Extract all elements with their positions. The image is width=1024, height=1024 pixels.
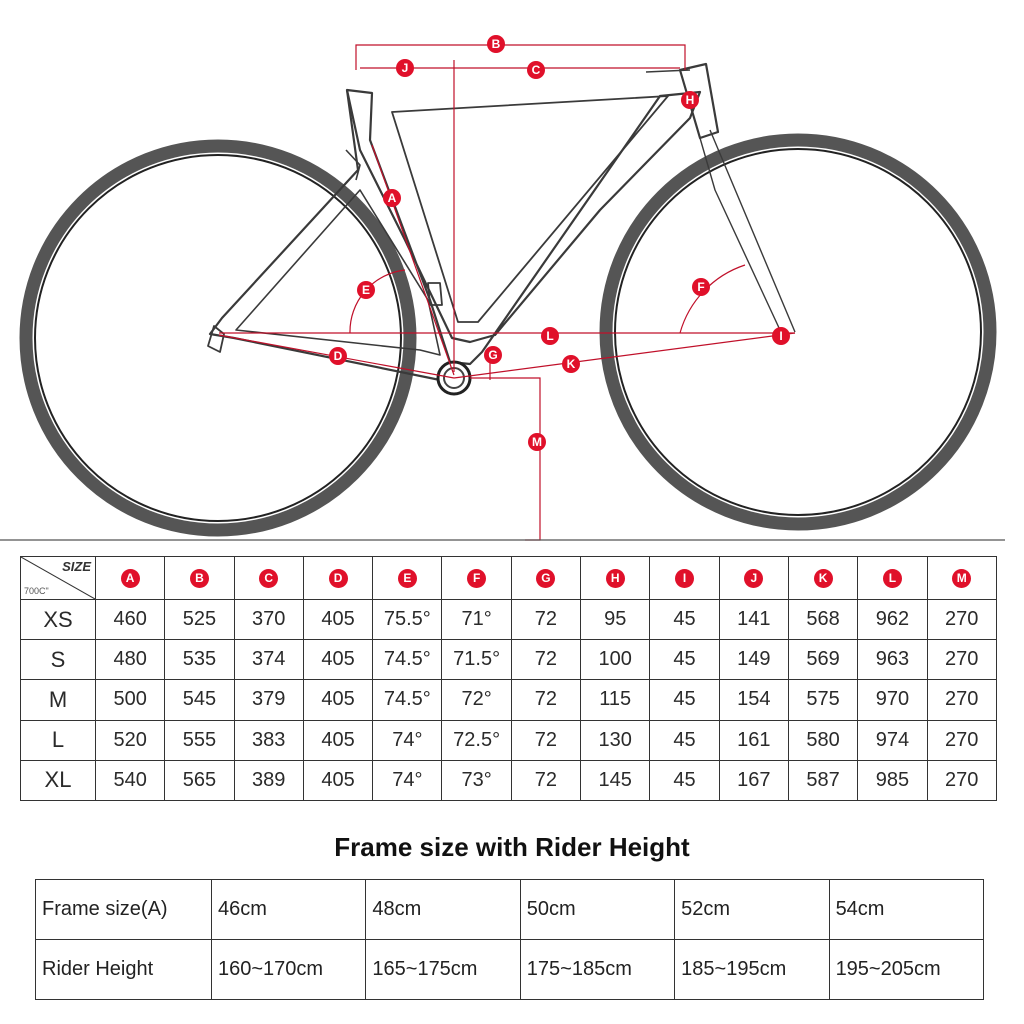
measurement-cell: 72 (511, 720, 580, 760)
measurement-cell: 72 (511, 600, 580, 640)
label-m (528, 433, 546, 451)
measurement-cell: 145 (581, 760, 650, 800)
col-badge-k: K (814, 569, 833, 588)
geometry-row-s (21, 640, 997, 680)
measurement-cell: 587 (788, 760, 857, 800)
geometry-table-body (21, 600, 997, 801)
size-label: L (21, 720, 96, 760)
measurement-cell: 154 (719, 680, 788, 720)
rider-height-title: Frame size with Rider Height (334, 832, 690, 862)
measurement-cell: 545 (165, 680, 234, 720)
measurement-cell: 970 (858, 680, 927, 720)
col-badge-g: G (536, 569, 555, 588)
measurement-cell: 460 (96, 600, 165, 640)
col-badge-j: J (744, 569, 763, 588)
measurement-cell: 480 (96, 640, 165, 680)
label-c (527, 61, 545, 79)
col-header-c (234, 557, 303, 600)
svg-text:E: E (361, 283, 371, 297)
rider-height-value: 175~185cm (520, 940, 674, 1000)
measurement-cell: 72.5° (442, 720, 511, 760)
col-header-g (511, 557, 580, 600)
measurement-cell: 270 (927, 640, 996, 680)
svg-text:B: B (491, 37, 501, 51)
measurement-cell: 580 (788, 720, 857, 760)
label-h (681, 91, 699, 109)
svg-text:D: D (333, 349, 343, 363)
measurement-cell: 565 (165, 760, 234, 800)
measurement-cell: 95 (581, 600, 650, 640)
rider-height-value: 165~175cm (366, 940, 520, 1000)
measurement-cell: 72 (511, 760, 580, 800)
measurement-cell: 149 (719, 640, 788, 680)
measurement-cell: 405 (303, 760, 372, 800)
rider-height-value: 185~195cm (675, 940, 829, 1000)
svg-text:J: J (401, 61, 409, 75)
col-header-l (858, 557, 927, 600)
measurement-cell: 71° (442, 600, 511, 640)
label-e (357, 281, 375, 299)
measurement-cell: 74° (373, 720, 442, 760)
measurement-cell: 962 (858, 600, 927, 640)
front-wheel (606, 140, 990, 524)
frame-size-value: 54cm (829, 880, 983, 940)
col-badge-h: H (606, 569, 625, 588)
measurement-cell: 555 (165, 720, 234, 760)
svg-text:C: C (531, 63, 541, 77)
measurement-cell: 73° (442, 760, 511, 800)
frame-size-value: 48cm (366, 880, 520, 940)
label-l (541, 327, 559, 345)
measurement-cell: 72 (511, 680, 580, 720)
col-header-i (650, 557, 719, 600)
measurement-cell: 974 (858, 720, 927, 760)
measurement-cell: 568 (788, 600, 857, 640)
measurement-cell: 167 (719, 760, 788, 800)
col-badge-f: F (467, 569, 486, 588)
measurement-cell: 520 (96, 720, 165, 760)
measurement-cell: 75.5° (373, 600, 442, 640)
frame-size-value: 50cm (520, 880, 674, 940)
measurement-cell: 370 (234, 600, 303, 640)
measurement-cell: 500 (96, 680, 165, 720)
measurement-cell: 72 (511, 640, 580, 680)
measurement-cell: 575 (788, 680, 857, 720)
label-j (396, 59, 414, 77)
rider-height-table (35, 879, 984, 1000)
svg-text:G: G (488, 348, 498, 362)
measurement-cell: 405 (303, 680, 372, 720)
measurement-cell: 270 (927, 760, 996, 800)
svg-text:F: F (697, 280, 705, 294)
size-label: XL (21, 760, 96, 800)
label-g (484, 346, 502, 364)
measurement-cell: 535 (165, 640, 234, 680)
geometry-row-l (21, 720, 997, 760)
label-b (487, 35, 505, 53)
label-f (692, 278, 710, 296)
measurement-cell: 374 (234, 640, 303, 680)
col-header-f (442, 557, 511, 600)
col-badge-c: C (259, 569, 278, 588)
size-label: M (21, 680, 96, 720)
label-k (562, 355, 580, 373)
measurement-cell: 45 (650, 600, 719, 640)
measurement-cell: 569 (788, 640, 857, 680)
rider-height-value: 195~205cm (829, 940, 983, 1000)
measurement-cell: 115 (581, 680, 650, 720)
measurement-cell: 270 (927, 680, 996, 720)
geometry-row-xs (21, 600, 997, 640)
measurement-cell: 379 (234, 680, 303, 720)
measurement-cell: 963 (858, 640, 927, 680)
col-header-h (581, 557, 650, 600)
col-badge-a: A (121, 569, 140, 588)
measurement-cell: 405 (303, 600, 372, 640)
size-corner-label: SIZE (62, 559, 91, 574)
col-header-k (788, 557, 857, 600)
rider-height-row (36, 940, 984, 1000)
svg-text:K: K (566, 357, 576, 371)
geometry-table (20, 556, 997, 801)
label-d (329, 347, 347, 365)
rider-height-label: Rider Height (36, 940, 212, 1000)
measurement-cell: 405 (303, 640, 372, 680)
measurement-cell: 45 (650, 720, 719, 760)
measurement-cell: 74° (373, 760, 442, 800)
svg-text:A: A (387, 191, 397, 205)
measurement-cell: 383 (234, 720, 303, 760)
wheel-size-label: 700C" (24, 586, 49, 596)
col-header-m (927, 557, 996, 600)
col-header-b (165, 557, 234, 600)
measurement-cell: 45 (650, 680, 719, 720)
frame-size-value: 46cm (212, 880, 366, 940)
label-a (383, 189, 401, 207)
measurement-cell: 74.5° (373, 680, 442, 720)
measurement-cell: 540 (96, 760, 165, 800)
geometry-header-row (21, 557, 997, 600)
measurement-cell: 71.5° (442, 640, 511, 680)
measurement-lines (219, 45, 795, 540)
svg-text:I: I (779, 329, 783, 343)
svg-text:M: M (532, 435, 542, 449)
frame-size-value: 52cm (675, 880, 829, 940)
measurement-cell: 130 (581, 720, 650, 760)
geometry-row-m (21, 680, 997, 720)
rider-height-value: 160~170cm (212, 940, 366, 1000)
measurement-cell: 45 (650, 760, 719, 800)
measurement-cell: 100 (581, 640, 650, 680)
size-corner-cell (21, 557, 96, 600)
col-badge-d: D (329, 569, 348, 588)
measurement-cell: 270 (927, 600, 996, 640)
size-label: XS (21, 600, 96, 640)
col-badge-e: E (398, 569, 417, 588)
measurement-cell: 72° (442, 680, 511, 720)
measurement-cell: 985 (858, 760, 927, 800)
measurement-cell: 270 (927, 720, 996, 760)
measurement-cell: 161 (719, 720, 788, 760)
measurement-cell: 74.5° (373, 640, 442, 680)
size-label: S (21, 640, 96, 680)
measurement-cell: 405 (303, 720, 372, 760)
measurement-cell: 525 (165, 600, 234, 640)
col-header-a (96, 557, 165, 600)
measurement-cell: 141 (719, 600, 788, 640)
frame-size-label: Frame size(A) (36, 880, 212, 940)
svg-text:L: L (546, 329, 554, 343)
rear-wheel (26, 146, 410, 530)
col-header-j (719, 557, 788, 600)
label-i (772, 327, 790, 345)
col-badge-b: B (190, 569, 209, 588)
svg-text:H: H (685, 93, 695, 107)
col-header-e (373, 557, 442, 600)
col-badge-l: L (883, 569, 902, 588)
geometry-row-xl (21, 760, 997, 800)
frame-size-row (36, 880, 984, 940)
measurement-cell: 389 (234, 760, 303, 800)
col-header-d (303, 557, 372, 600)
col-badge-m: M (952, 569, 971, 588)
col-badge-i: I (675, 569, 694, 588)
measurement-cell: 45 (650, 640, 719, 680)
